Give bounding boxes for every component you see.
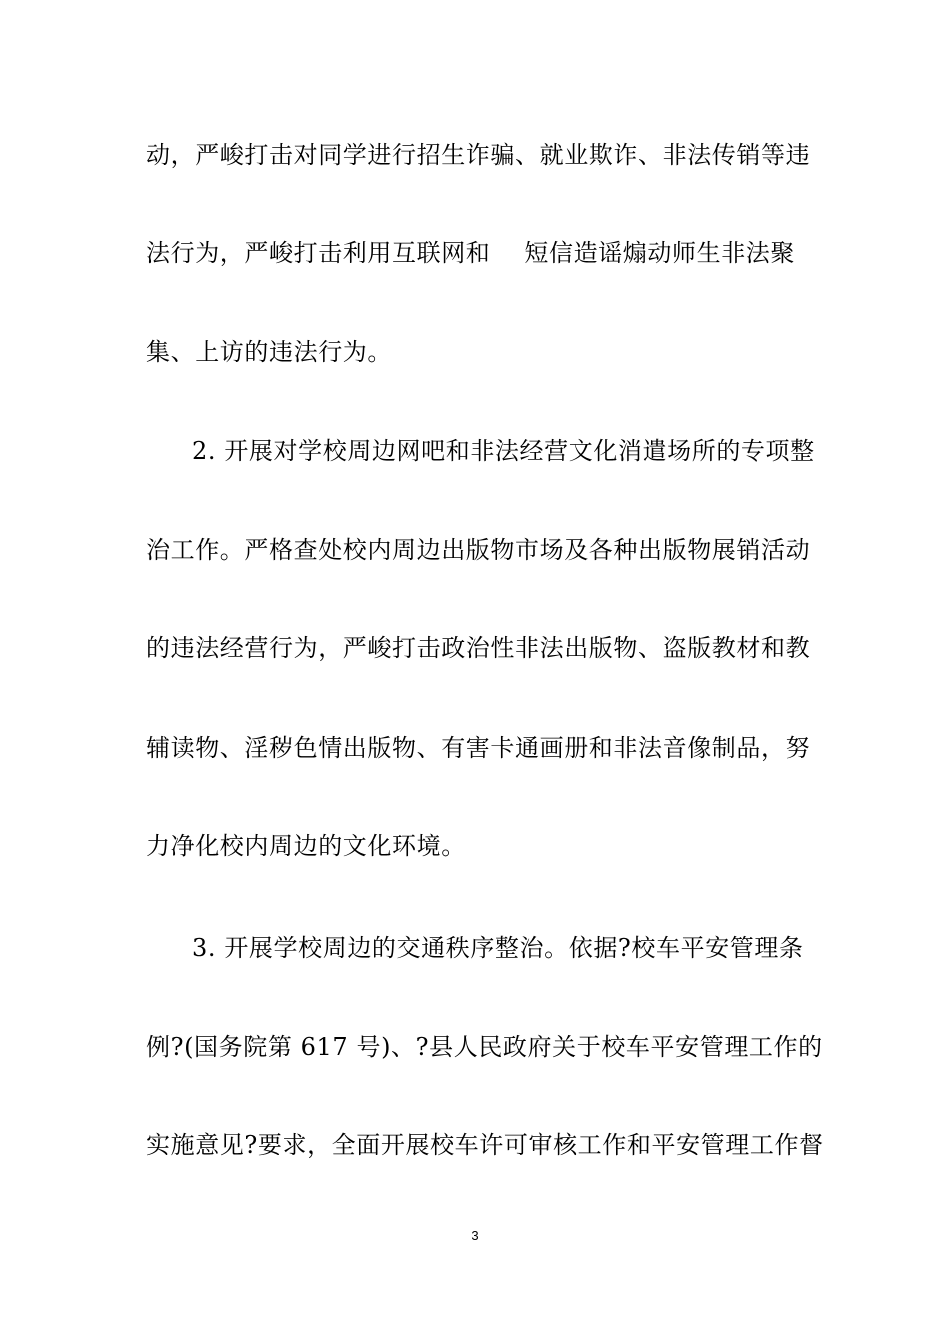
paragraph-line: 实施意见?要求，全面开展校车许可审核工作和平安管理工作督 bbox=[146, 1131, 824, 1159]
paragraph-line: 2. 开展对学校周边网吧和非法经营文化消遣场所的专项整 bbox=[192, 437, 815, 465]
paragraph-line: 集、上访的违法行为。 bbox=[146, 338, 392, 366]
page-number: 3 bbox=[471, 1228, 479, 1243]
paragraph-line: 例?(国务院第 617 号)、?县人民政府关于校车平安管理工作的 bbox=[146, 1033, 823, 1061]
line-segment: 短信造谣煽动师生非法聚 bbox=[524, 239, 796, 267]
paragraph-line: 力净化校内周边的文化环境。 bbox=[146, 832, 466, 860]
paragraph-line: 治工作。严格查处校内周边出版物市场及各种出版物展销活动 bbox=[146, 536, 811, 564]
line-segment: 法行为，严峻打击利用互联网和 bbox=[146, 239, 491, 267]
paragraph-line bbox=[146, 237, 806, 269]
paragraph-line: 辅读物、淫秽色情出版物、有害卡通画册和非法音像制品，努 bbox=[146, 734, 811, 762]
paragraph-line: 3. 开展学校周边的交通秩序整治。依据?校车平安管理条 bbox=[192, 934, 804, 962]
paragraph-line: 动，严峻打击对同学进行招生诈骗、就业欺诈、非法传销等违 bbox=[146, 141, 811, 169]
paragraph-line: 的违法经营行为，严峻打击政治性非法出版物、盗版教材和教 bbox=[146, 634, 811, 662]
